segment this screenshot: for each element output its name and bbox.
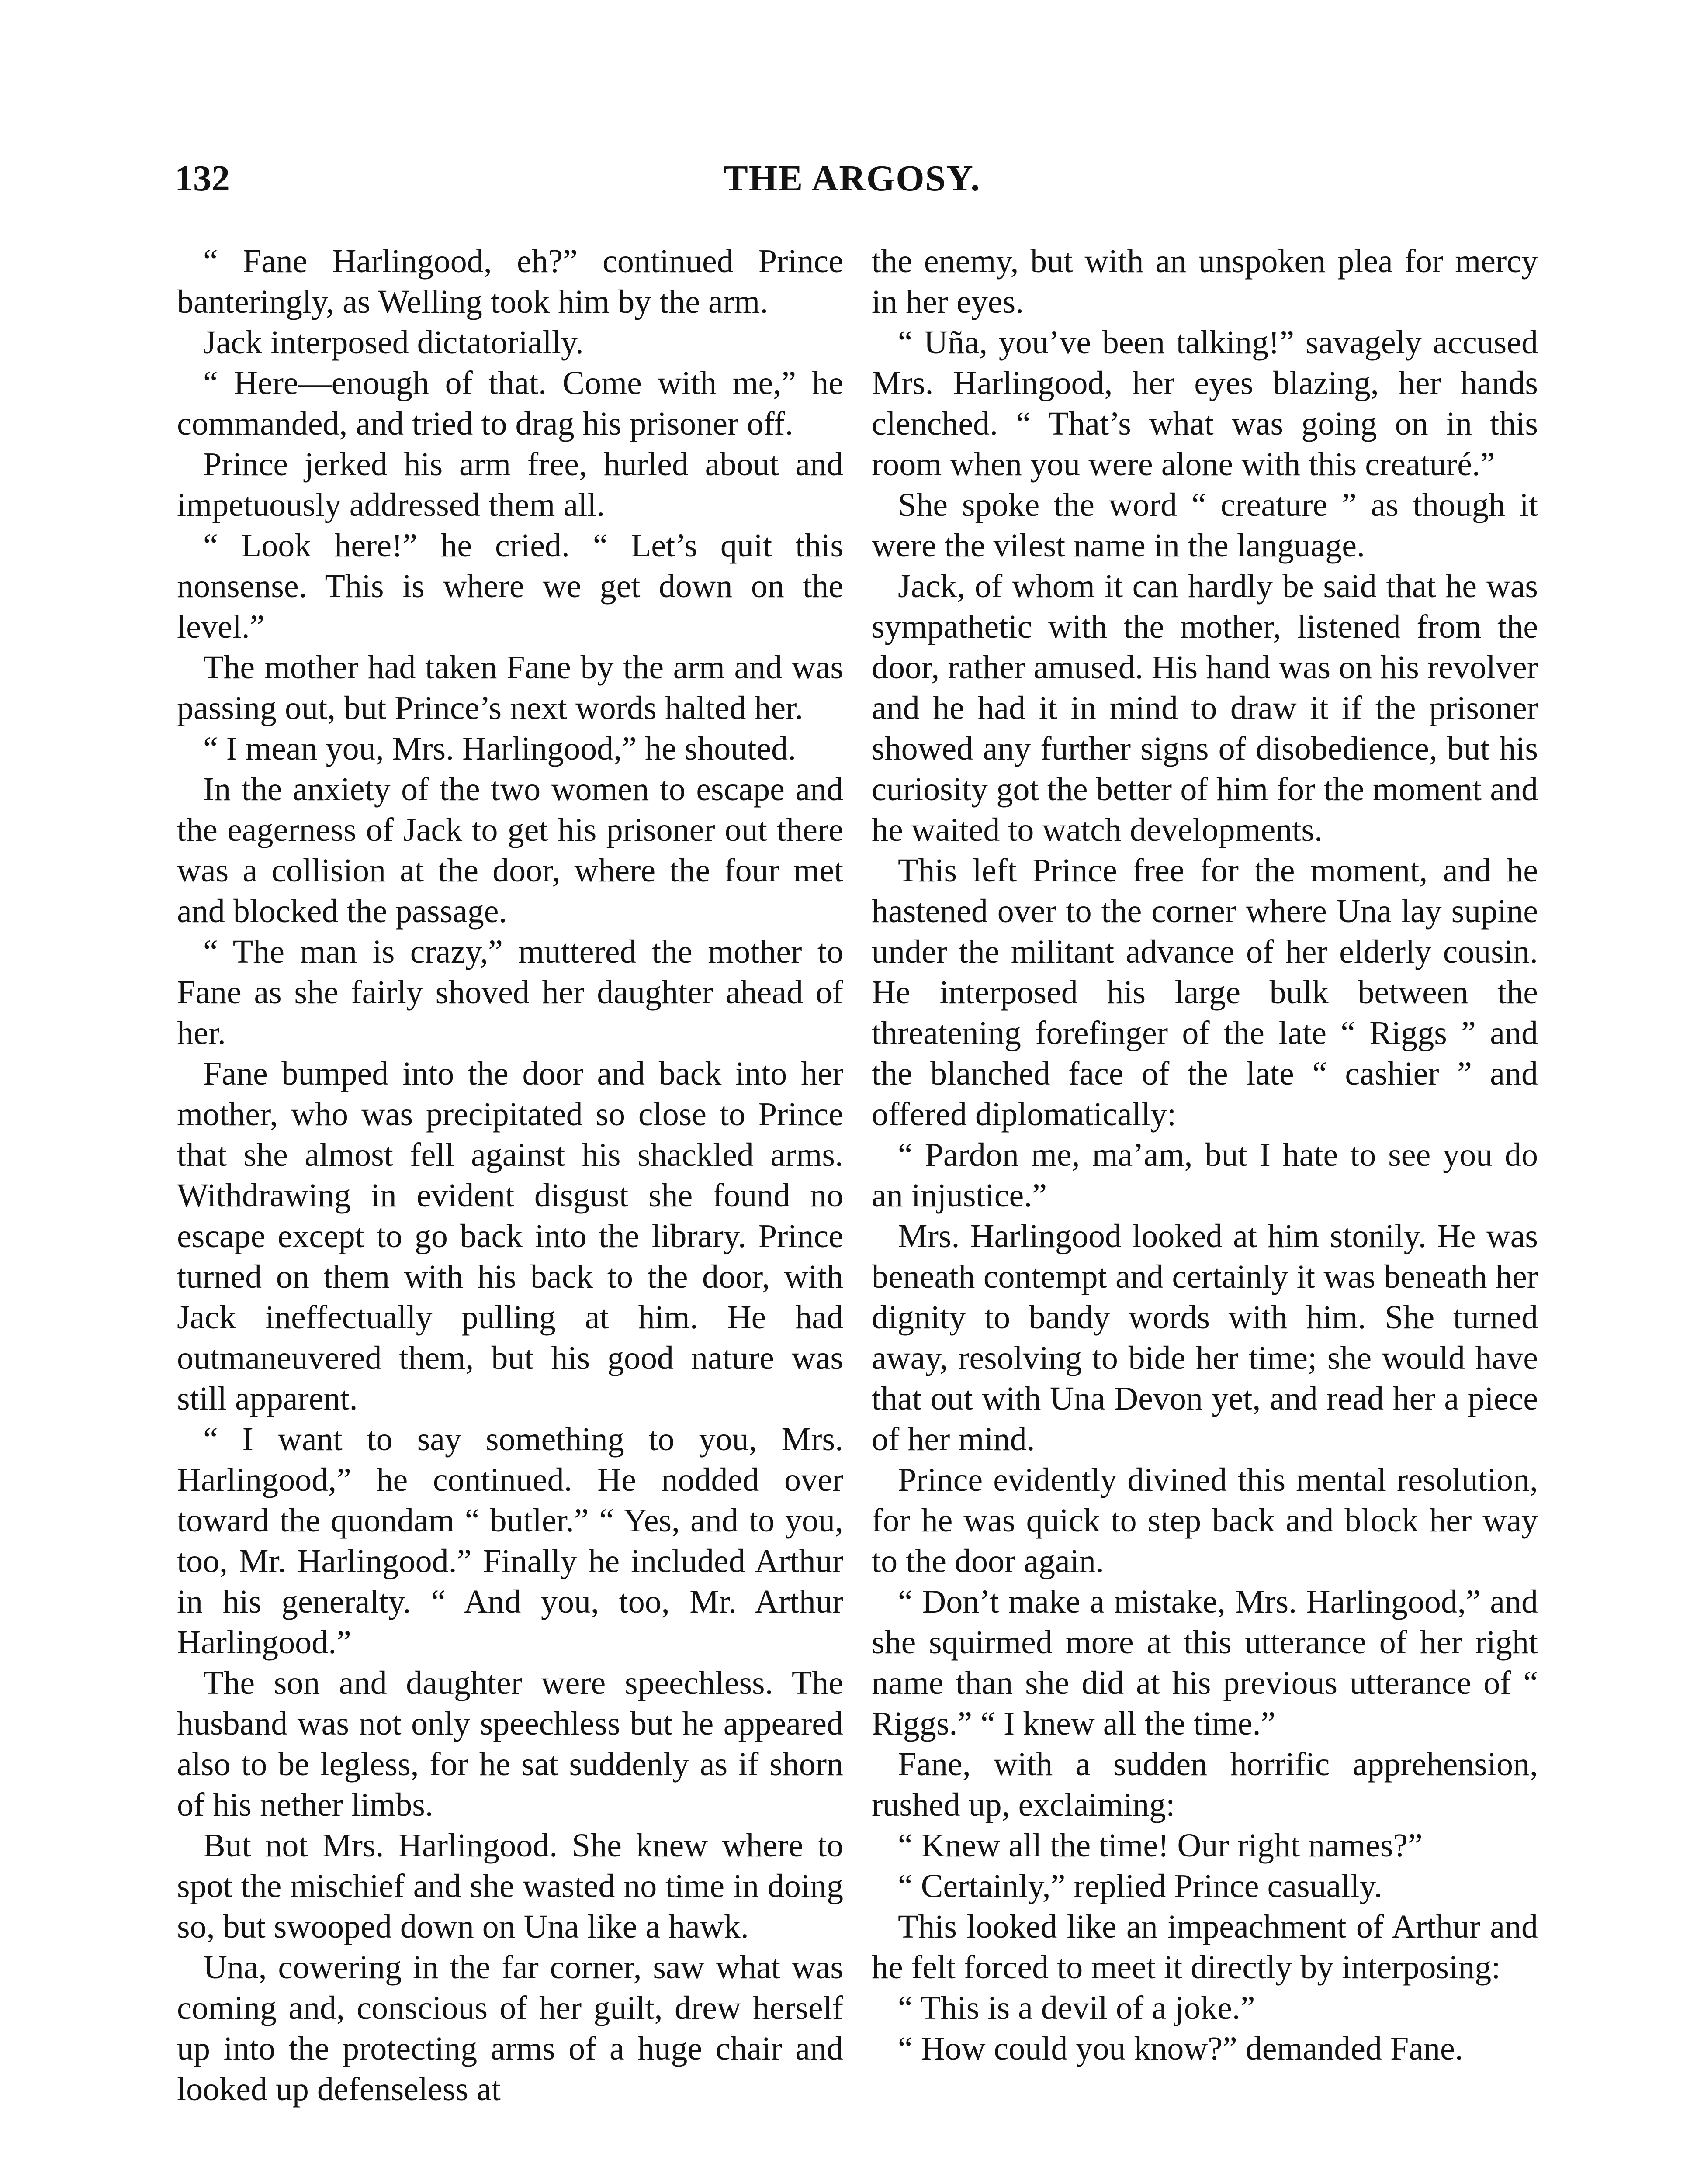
paragraph: This left Prince free for the moment, and he hastened over to the corner where Una lay supine under the militant advance of her elderly cousin. He interposed his large bulk between the threatening forefinger of the late “ Riggs ” and the blanched face of the late “ cashier ” and offered diplomatically: [872,852,1538,1133]
paragraph: “ Fane Harlingood, eh?” continued Prince banteringly, as Welling took him by the arm. [177,243,843,320]
paragraph: Mrs. Harlingood looked at him stonily. He was beneath contempt and certainly it was beneath her dignity to bandy words with him. She turned away, resolving to bide her time; she would have that out with Una Devon yet, and read her a piece of her mind. [872,1218,1538,1458]
paragraph: “ The man is crazy,” muttered the mother to Fane as she fairly shoved her daughter ahead of her. [177,933,843,1051]
paragraph: Jack interposed dictatorially. [203,324,584,361]
paragraph: In the anxiety of the two women to escape and the eagerness of Jack to get his prisoner out there was a collision at the door, where the four met and blocked the passage. [177,771,843,930]
paragraph: “ Knew all the time! Our right names?” [898,1827,1423,1864]
paragraph: “ I mean you, Mrs. Harlingood,” he shouted. [203,730,797,767]
paragraph: “ Don’t make a mistake, Mrs. Harlingood,” and she squirmed more at this utterance of her right name than she did at his previous utterance of “ Riggs.” “ I knew all the time.” [872,1583,1538,1742]
paragraph: “ I want to say something to you, Mrs. Harlingood,” he continued. He nodded over toward the quondam “ butler.” “ Yes, and to you, too, Mr. Harlingood.” Finally he included Arthur in his generalty. “ And you, too, Mr. Arthur Harlingood.” [177,1421,843,1661]
page-number: 132 [175,158,230,199]
paragraph: Una, cowering in the far corner, saw what was coming and, conscious of her guilt, drew herself up into the protecting arms of a huge chair and looked up defenseless at [177,1949,843,2108]
paragraph: “ Look here!” he cried. “ Let’s quit this nonsense. This is where we get down on the level.” [177,527,843,645]
paragraph: Fane bumped into the door and back into her mother, who was precipitated so close to Prince that she almost fell against his shackled arms. Withdrawing in evident disgust she found no escape except to go back into the library. Prince turned on them with his back to the door, with Jack ineffectually pulling at him. He had outmaneuvered them, but his good nature was still apparent. [177,1055,843,1417]
paragraph: “ Uña, you’ve been talking!” savagely accused Mrs. Harlingood, her eyes blazing, her hands clenched. “ That’s what was going on in this room when you were alone with this creaturé.” [872,324,1538,483]
paragraph: Fane, with a sudden horrific apprehension, rushed up, exclaiming: [872,1746,1538,1823]
paragraph: The son and daughter were speechless. The husband was not only speechless but he appeared also to be legless, for he sat suddenly as if shorn of his nether limbs. [177,1665,843,1823]
running-head: THE ARGOSY. [723,158,981,199]
paragraph: But not Mrs. Harlingood. She knew where to spot the mischief and she wasted no time in doing so, but swooped down on Una like a hawk. [177,1827,843,1945]
right-column [872,241,1538,2069]
paragraph: The mother had taken Fane by the arm and was passing out, but Prince’s next words halted her. [177,649,843,726]
paragraph: Prince evidently divined this mental resolution, for he was quick to step back and block her way to the door again. [872,1462,1538,1579]
paragraph: Prince jerked his arm free, hurled about and impetuously addressed them all. [177,446,843,523]
left-column [177,241,843,2110]
paragraph: “ Certainly,” replied Prince casually. [898,1868,1382,1904]
paragraph-continuation: the enemy, but with an unspoken plea for mercy in her eyes. [872,243,1538,320]
paragraph: This looked like an impeachment of Arthur and he felt forced to meet it directly by interposing: [872,1908,1538,1986]
paragraph: “ Here—enough of that. Come with me,” he commanded, and tried to drag his prisoner off. [177,365,843,442]
paragraph: “ Pardon me, ma’am, but I hate to see you do an injustice.” [872,1137,1538,1214]
paragraph: She spoke the word “ creature ” as though it were the vilest name in the language. [872,487,1538,564]
paragraph: “ How could you know?” demanded Fane. [898,2030,1463,2067]
paragraph: “ This is a devil of a joke.” [898,1990,1255,2026]
paragraph: Jack, of whom it can hardly be said that he was sympathetic with the mother, listened from the door, rather amused. His hand was on his revolver and he had it in mind to draw it if the prisoner showed any further signs of disobedience, but his curiosity got the better of him for the moment and he waited to watch developments. [872,568,1538,848]
